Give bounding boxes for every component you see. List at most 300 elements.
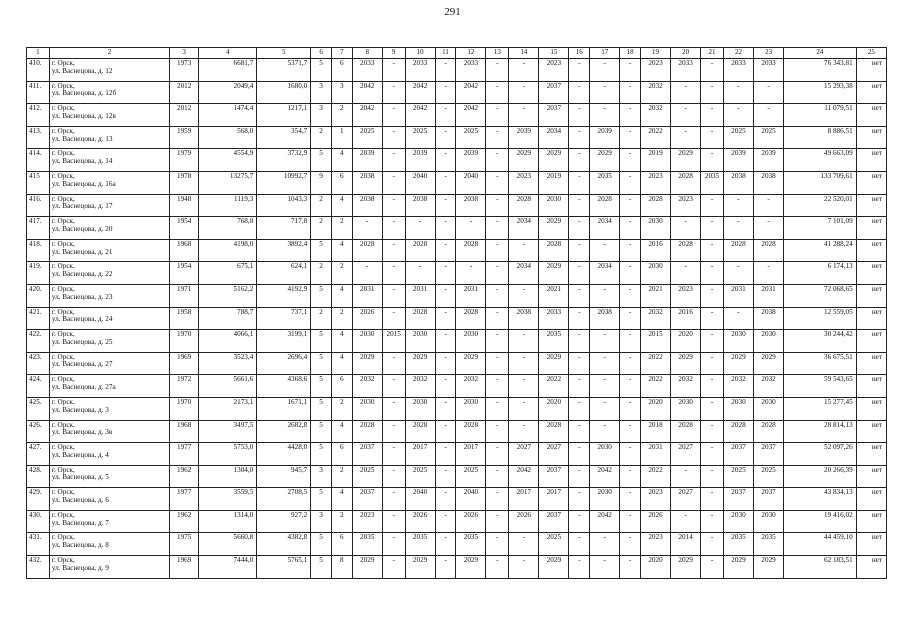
cell-floors: 5 (311, 284, 332, 307)
cell-c17: 2035 (590, 171, 620, 194)
flag-cell: нет (856, 59, 886, 82)
address-street: ул. Васнецова, д. 27а (51, 383, 116, 392)
cell-c10: 2039 (405, 149, 435, 172)
address-cell (49, 307, 169, 330)
cell-floors: 5 (311, 352, 332, 375)
cell-c23: 2030 (754, 510, 784, 533)
cell-c18: - (620, 126, 641, 149)
area-total-cell: 4554,9 (199, 149, 257, 172)
cell-floors: 5 (311, 397, 332, 420)
area-total-cell: 5162,2 (199, 284, 257, 307)
address-street: ул. Васнецова, д. 4 (51, 450, 109, 459)
cell-c16: - (569, 352, 590, 375)
address-cell (49, 375, 169, 398)
cell-c18: - (620, 307, 641, 330)
area-total-cell: 4198,0 (199, 239, 257, 262)
row-number-cell: 422. (27, 330, 50, 353)
cell-c18: - (620, 284, 641, 307)
cell-c20: 2033 (671, 59, 701, 82)
address-street: ул. Васнецова, д. 16а (51, 179, 116, 188)
area-living-cell: 3732,9 (257, 149, 311, 172)
cell-floors: 5 (311, 375, 332, 398)
table-row (27, 217, 887, 240)
flag-cell: нет (856, 488, 886, 511)
cell-entrances: 2 (331, 397, 352, 420)
cell-c19: 2023 (640, 171, 670, 194)
flag-cell: нет (856, 81, 886, 104)
area-living-cell: 1671,1 (257, 397, 311, 420)
cell-c8: 2028 (352, 420, 382, 443)
cell-c15: 2037 (539, 465, 569, 488)
cell-c20: 2016 (671, 307, 701, 330)
cell-c19: 2030 (640, 262, 670, 285)
cell-c23: 2025 (754, 126, 784, 149)
cell-year: 1970 (170, 397, 199, 420)
area-living-cell: 2696,4 (257, 352, 311, 375)
address-street: ул. Васнецова, д. 8 (51, 541, 109, 550)
cell-c22: - (723, 81, 753, 104)
cell-c10: - (405, 262, 435, 285)
cell-c23: 2038 (754, 307, 784, 330)
cell-c8: 2023 (352, 510, 382, 533)
address-cell (49, 126, 169, 149)
cell-c17: - (590, 556, 620, 579)
cell-c11: - (435, 375, 456, 398)
cell-year: 1977 (170, 443, 199, 466)
column-number-8: 8 (352, 48, 382, 59)
cell-year: 1969 (170, 352, 199, 375)
table-row (27, 420, 887, 443)
cell-floors: 5 (311, 149, 332, 172)
cell-c19: 2015 (640, 330, 670, 353)
cell-year: 2012 (170, 104, 199, 127)
cost-cell: 6 174,13 (784, 262, 857, 285)
cell-c9: - (382, 443, 405, 466)
cell-c17: - (590, 352, 620, 375)
address-city: г. Орск, (51, 59, 75, 67)
cell-c22: 2028 (723, 420, 753, 443)
cell-floors: 3 (311, 510, 332, 533)
cell-c10: 2038 (405, 194, 435, 217)
cell-entrances: 3 (331, 81, 352, 104)
cost-cell: 11 079,51 (784, 104, 857, 127)
cell-c10: 2028 (405, 420, 435, 443)
cell-c8: 2042 (352, 81, 382, 104)
cell-c13: - (486, 533, 509, 556)
cost-cell: 76 343,81 (784, 59, 857, 82)
cell-c8: 2030 (352, 330, 382, 353)
column-number-5: 5 (257, 48, 311, 59)
cell-c9: - (382, 239, 405, 262)
flag-cell: нет (856, 465, 886, 488)
cell-c15: 2028 (539, 420, 569, 443)
address-city: г. Орск, (51, 330, 75, 339)
cell-c9: - (382, 420, 405, 443)
table-row (27, 352, 887, 375)
cell-c16: - (569, 510, 590, 533)
cell-c19: 2023 (640, 488, 670, 511)
cost-cell: 62 183,51 (784, 556, 857, 579)
cell-c11: - (435, 239, 456, 262)
cell-c17: - (590, 397, 620, 420)
cell-c20: 2027 (671, 488, 701, 511)
cell-c20: 2030 (671, 397, 701, 420)
cell-c23: 2037 (754, 443, 784, 466)
cell-c20: - (671, 104, 701, 127)
cell-c15: 2029 (539, 556, 569, 579)
column-number-7: 7 (331, 48, 352, 59)
row-number-cell: 417. (27, 217, 50, 240)
address-cell (49, 59, 169, 82)
cell-c12: 2042 (456, 81, 486, 104)
cell-c21: - (701, 556, 724, 579)
cell-c10: 2040 (405, 171, 435, 194)
area-total-cell: 3523,4 (199, 352, 257, 375)
address-city: г. Орск, (51, 194, 75, 203)
cell-c12: 2039 (456, 149, 486, 172)
cost-cell: 44 459,10 (784, 533, 857, 556)
address-cell (49, 352, 169, 375)
cell-c23: 2039 (754, 149, 784, 172)
column-number-11: 11 (435, 48, 456, 59)
cell-c15: 2025 (539, 533, 569, 556)
cell-c12: 2031 (456, 284, 486, 307)
cell-c21: - (701, 307, 724, 330)
address-city: г. Орск, (51, 307, 75, 316)
cell-c12: - (456, 217, 486, 240)
cell-year: 1948 (170, 194, 199, 217)
column-number-14: 14 (509, 48, 539, 59)
area-living-cell: 354,7 (257, 126, 311, 149)
column-number-17: 17 (590, 48, 620, 59)
cell-c10: 2033 (405, 59, 435, 82)
cost-cell: 20 266,39 (784, 465, 857, 488)
cell-floors: 5 (311, 239, 332, 262)
column-number-22: 22 (723, 48, 753, 59)
cell-c15: 2035 (539, 330, 569, 353)
row-number-cell: 427. (27, 443, 50, 466)
cell-c12: 2017 (456, 443, 486, 466)
cell-c9: - (382, 465, 405, 488)
cell-c18: - (620, 510, 641, 533)
area-total-cell: 788,7 (199, 307, 257, 330)
cell-c15: 2027 (539, 443, 569, 466)
cell-c15: 2029 (539, 149, 569, 172)
column-number-19: 19 (640, 48, 670, 59)
cell-c10: 2028 (405, 307, 435, 330)
cell-c23: - (754, 81, 784, 104)
flag-cell: нет (856, 194, 886, 217)
column-number-9: 9 (382, 48, 405, 59)
cell-c11: - (435, 533, 456, 556)
column-number-16: 16 (569, 48, 590, 59)
area-total-cell: 6681,7 (199, 59, 257, 82)
cell-c8: 2035 (352, 533, 382, 556)
cell-c10: 2025 (405, 126, 435, 149)
table-row (27, 59, 887, 82)
cell-c8: 2032 (352, 375, 382, 398)
cell-c18: - (620, 465, 641, 488)
cost-cell: 43 834,13 (784, 488, 857, 511)
cell-c19: 2022 (640, 465, 670, 488)
address-cell (49, 104, 169, 127)
column-number-6: 6 (311, 48, 332, 59)
row-number-cell: 410. (27, 59, 50, 82)
cell-c18: - (620, 330, 641, 353)
cell-c9: - (382, 510, 405, 533)
area-total-cell: 3559,5 (199, 488, 257, 511)
column-number-20: 20 (671, 48, 701, 59)
table-row (27, 149, 887, 172)
cell-c20: 2028 (671, 171, 701, 194)
cell-c9: - (382, 262, 405, 285)
cell-c17: - (590, 284, 620, 307)
cell-c21: - (701, 149, 724, 172)
cell-c9: - (382, 217, 405, 240)
cell-c17: 2030 (590, 443, 620, 466)
cell-c13: - (486, 284, 509, 307)
cell-c14: - (509, 352, 539, 375)
cell-c16: - (569, 171, 590, 194)
address-street: ул. Васнецова, д. 5 (51, 473, 109, 482)
cell-c20: 2014 (671, 533, 701, 556)
cell-c10: 2035 (405, 533, 435, 556)
flag-cell: нет (856, 443, 886, 466)
cell-c23: - (754, 104, 784, 127)
row-number-cell: 420. (27, 284, 50, 307)
cell-c10: 2028 (405, 239, 435, 262)
cell-c17: 2034 (590, 262, 620, 285)
address-street: ул. Васнецова, д. 12в (51, 111, 116, 120)
cell-c22: 2029 (723, 352, 753, 375)
address-cell (49, 556, 169, 579)
cell-c9: - (382, 307, 405, 330)
flag-cell: нет (856, 149, 886, 172)
cell-c21: 2035 (701, 171, 724, 194)
cell-c13: - (486, 149, 509, 172)
area-total-cell: 1119,3 (199, 194, 257, 217)
cell-c19: 2032 (640, 307, 670, 330)
cell-c17: 2028 (590, 194, 620, 217)
area-living-cell: 945,7 (257, 465, 311, 488)
cell-c13: - (486, 465, 509, 488)
cell-c9: - (382, 171, 405, 194)
cell-c15: 2028 (539, 239, 569, 262)
table-row (27, 104, 887, 127)
area-living-cell: 5371,7 (257, 59, 311, 82)
address-city: г. Орск, (51, 352, 75, 361)
address-street: ул. Васнецова, д. 27 (51, 360, 113, 369)
cell-entrances: 2 (331, 510, 352, 533)
cell-entrances: 4 (331, 239, 352, 262)
cell-c21: - (701, 126, 724, 149)
cell-c14: - (509, 375, 539, 398)
address-city: г. Орск, (51, 465, 75, 474)
cell-c21: - (701, 81, 724, 104)
area-total-cell: 1304,0 (199, 465, 257, 488)
cell-c13: - (486, 330, 509, 353)
cell-c12: 2028 (456, 307, 486, 330)
cell-c23: 2038 (754, 171, 784, 194)
cell-c11: - (435, 556, 456, 579)
flag-cell: нет (856, 556, 886, 579)
cell-c9: - (382, 126, 405, 149)
cell-c23: 2033 (754, 59, 784, 82)
cell-c11: - (435, 59, 456, 82)
cell-c22: 2028 (723, 239, 753, 262)
table-row (27, 533, 887, 556)
cell-c14: - (509, 397, 539, 420)
area-total-cell: 2173,1 (199, 397, 257, 420)
address-city: г. Орск, (51, 533, 75, 542)
cell-c14: 2034 (509, 217, 539, 240)
cell-c11: - (435, 126, 456, 149)
cost-cell: 30 244,42 (784, 330, 857, 353)
cell-c15: 2023 (539, 59, 569, 82)
address-street: ул. Васнецова, д. 13 (51, 134, 113, 143)
cell-c23: 2030 (754, 397, 784, 420)
cell-c18: - (620, 104, 641, 127)
cell-c14: 2038 (509, 307, 539, 330)
cell-c9: - (382, 194, 405, 217)
row-number-cell: 426. (27, 420, 50, 443)
cell-year: 1973 (170, 59, 199, 82)
cell-c15: 2020 (539, 397, 569, 420)
flag-cell: нет (856, 284, 886, 307)
cell-c12: 2030 (456, 397, 486, 420)
cell-c16: - (569, 262, 590, 285)
address-city: г. Орск, (51, 284, 75, 293)
row-number-cell: 432. (27, 556, 50, 579)
row-number-cell: 419. (27, 262, 50, 285)
cell-entrances: 4 (331, 330, 352, 353)
cell-c16: - (569, 488, 590, 511)
cell-c9: - (382, 59, 405, 82)
area-total-cell: 4066,1 (199, 330, 257, 353)
cell-c12: 2035 (456, 533, 486, 556)
cell-floors: 5 (311, 443, 332, 466)
cell-c21: - (701, 352, 724, 375)
cell-c23: 2030 (754, 330, 784, 353)
cell-c21: - (701, 488, 724, 511)
cell-c11: - (435, 397, 456, 420)
cell-entrances: 2 (331, 262, 352, 285)
cell-entrances: 6 (331, 59, 352, 82)
cell-c9: - (382, 81, 405, 104)
cell-c20: 2027 (671, 443, 701, 466)
row-number-cell: 429. (27, 488, 50, 511)
cell-c22: - (723, 104, 753, 127)
cell-floors: 5 (311, 556, 332, 579)
cell-c20: 2029 (671, 149, 701, 172)
address-city: г. Орск, (51, 171, 75, 180)
cell-c16: - (569, 104, 590, 127)
cell-c13: - (486, 375, 509, 398)
area-living-cell: 1217,1 (257, 104, 311, 127)
cell-c8: 2037 (352, 488, 382, 511)
row-number-cell: 413. (27, 126, 50, 149)
cell-year: 1962 (170, 465, 199, 488)
cell-c13: - (486, 262, 509, 285)
cell-c21: - (701, 510, 724, 533)
cell-c11: - (435, 194, 456, 217)
cell-entrances: 6 (331, 171, 352, 194)
cell-c22: - (723, 217, 753, 240)
cell-c20: - (671, 81, 701, 104)
address-cell (49, 397, 169, 420)
cell-c14: 2028 (509, 194, 539, 217)
cell-c13: - (486, 352, 509, 375)
cell-floors: 9 (311, 171, 332, 194)
cell-year: 1959 (170, 126, 199, 149)
page-number: 291 (444, 6, 461, 18)
address-cell (49, 465, 169, 488)
cell-c20: - (671, 217, 701, 240)
cell-c15: 2037 (539, 81, 569, 104)
cell-year: 1977 (170, 488, 199, 511)
cell-c15: 2022 (539, 375, 569, 398)
cell-year: 1969 (170, 556, 199, 579)
address-street: ул. Васнецова, д. 25 (51, 337, 113, 346)
cell-c21: - (701, 465, 724, 488)
cost-cell: 7 101,09 (784, 217, 857, 240)
cell-c14: 2026 (509, 510, 539, 533)
flag-cell: нет (856, 375, 886, 398)
cell-year: 1979 (170, 149, 199, 172)
address-street: ул. Васнецова, д. 12 (51, 66, 113, 75)
column-number-24: 24 (784, 48, 857, 59)
cell-c21: - (701, 284, 724, 307)
cell-c13: - (486, 397, 509, 420)
cell-c11: - (435, 217, 456, 240)
column-number-row (27, 48, 887, 59)
cell-c12: 2042 (456, 104, 486, 127)
cell-entrances: 4 (331, 420, 352, 443)
cell-c23: 2028 (754, 420, 784, 443)
flag-cell: нет (856, 239, 886, 262)
cell-c20: - (671, 510, 701, 533)
cell-c15: 2029 (539, 217, 569, 240)
cell-c20: 2029 (671, 556, 701, 579)
row-number-cell: 425. (27, 397, 50, 420)
area-living-cell: 3892,4 (257, 239, 311, 262)
cell-c17: - (590, 59, 620, 82)
cell-c13: - (486, 510, 509, 533)
cell-c22: 2029 (723, 556, 753, 579)
address-city: г. Орск, (51, 556, 75, 565)
cell-floors: 5 (311, 59, 332, 82)
cell-c23: - (754, 262, 784, 285)
cell-c19: 2016 (640, 239, 670, 262)
address-city: г. Орск, (51, 217, 75, 226)
cell-c14: - (509, 533, 539, 556)
cell-c10: 2029 (405, 352, 435, 375)
flag-cell: нет (856, 171, 886, 194)
area-total-cell: 568,0 (199, 126, 257, 149)
cell-c20: 2023 (671, 194, 701, 217)
row-number-cell: 424. (27, 375, 50, 398)
address-cell (49, 239, 169, 262)
flag-cell: нет (856, 533, 886, 556)
cost-cell: 28 814,13 (784, 420, 857, 443)
cell-c19: 2020 (640, 397, 670, 420)
cell-c23: 2035 (754, 533, 784, 556)
cell-c18: - (620, 194, 641, 217)
cell-c13: - (486, 307, 509, 330)
cell-c19: 2030 (640, 217, 670, 240)
cell-c23: 2025 (754, 465, 784, 488)
cell-c13: - (486, 104, 509, 127)
